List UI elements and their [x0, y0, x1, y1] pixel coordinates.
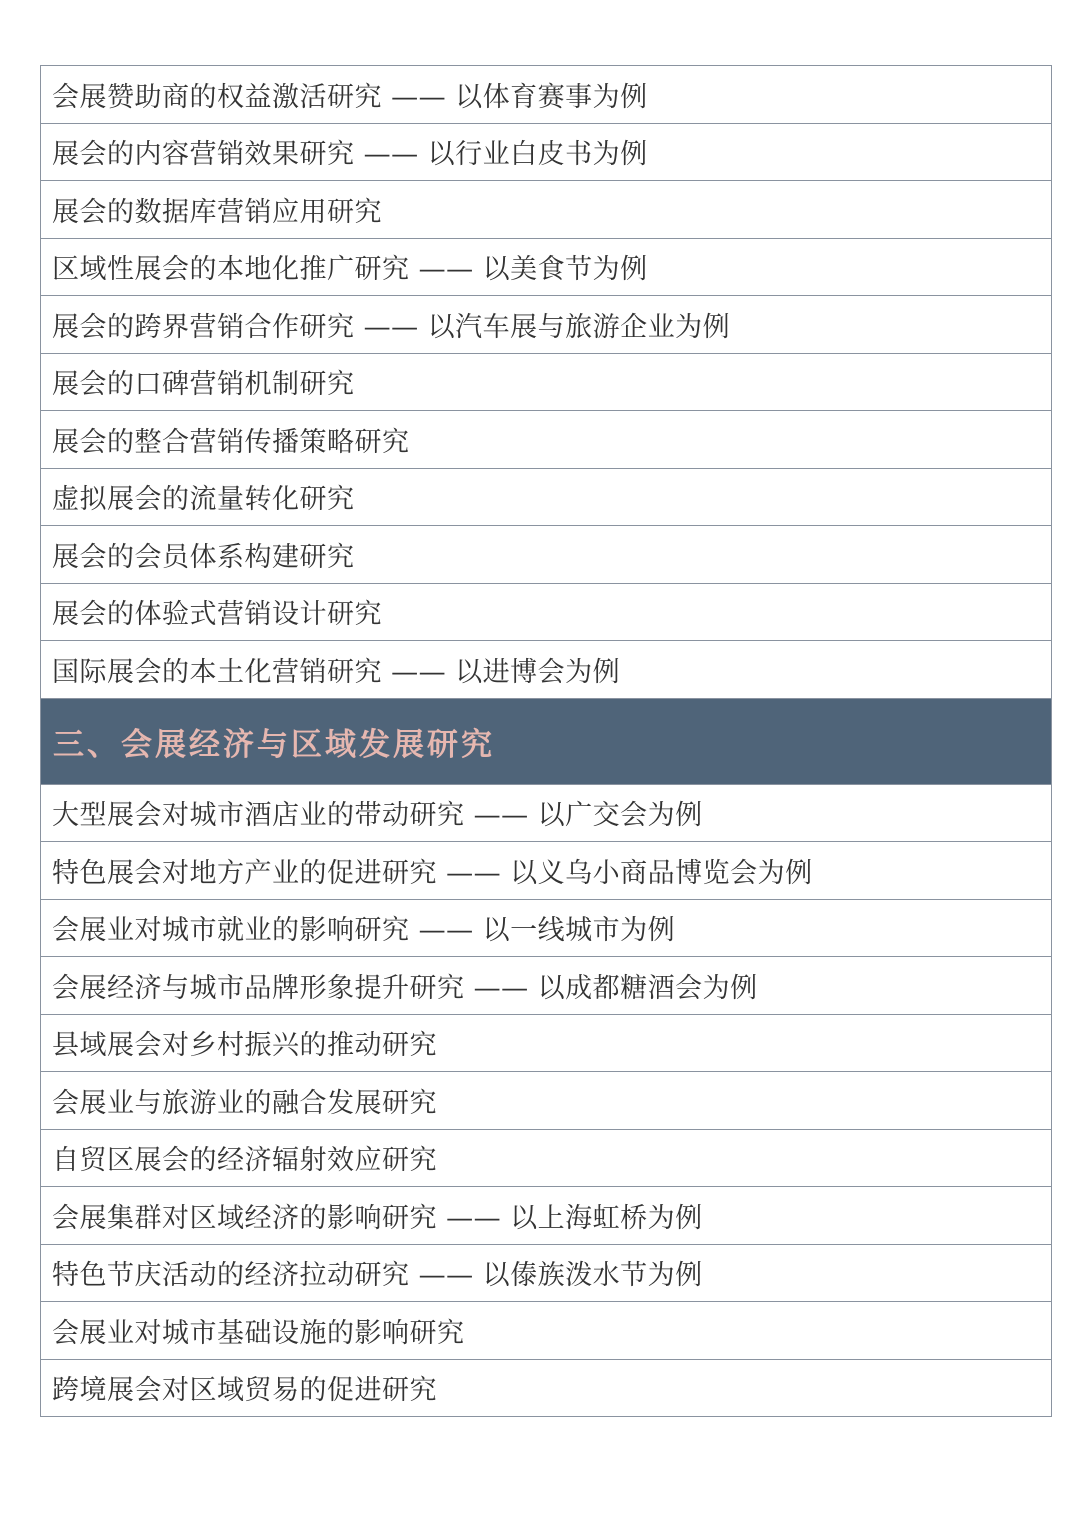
topic-row: 会展集群对区域经济的影响研究 —— 以上海虹桥为例 — [41, 1187, 1051, 1245]
topic-row: 展会的会员体系构建研究 — [41, 526, 1051, 584]
topic-row: 会展业对城市基础设施的影响研究 — [41, 1302, 1051, 1360]
topic-row: 展会的整合营销传播策略研究 — [41, 411, 1051, 469]
topic-row: 展会的内容营销效果研究 —— 以行业白皮书为例 — [41, 124, 1051, 182]
topic-row: 展会的口碑营销机制研究 — [41, 354, 1051, 412]
topic-row: 会展赞助商的权益激活研究 —— 以体育赛事为例 — [41, 66, 1051, 124]
topic-row: 会展经济与城市品牌形象提升研究 —— 以成都糖酒会为例 — [41, 957, 1051, 1015]
topic-row: 县域展会对乡村振兴的推动研究 — [41, 1015, 1051, 1073]
topic-row: 展会的数据库营销应用研究 — [41, 181, 1051, 239]
topic-row: 自贸区展会的经济辐射效应研究 — [41, 1130, 1051, 1188]
economy-topics-group — [41, 785, 1051, 1418]
topic-row: 展会的跨界营销合作研究 —— 以汽车展与旅游企业为例 — [41, 296, 1051, 354]
topic-table — [40, 65, 1052, 1417]
topic-row: 大型展会对城市酒店业的带动研究 —— 以广交会为例 — [41, 785, 1051, 843]
topic-row: 会展业对城市就业的影响研究 —— 以一线城市为例 — [41, 900, 1051, 958]
topic-row: 国际展会的本土化营销研究 —— 以进博会为例 — [41, 641, 1051, 699]
topic-row: 特色展会对地方产业的促进研究 —— 以义乌小商品博览会为例 — [41, 842, 1051, 900]
topic-row: 会展业与旅游业的融合发展研究 — [41, 1072, 1051, 1130]
section-header-economy: 三、会展经济与区域发展研究 — [41, 699, 1051, 785]
marketing-topics-group — [41, 66, 1051, 699]
topic-row: 区域性展会的本地化推广研究 —— 以美食节为例 — [41, 239, 1051, 297]
topic-row: 跨境展会对区域贸易的促进研究 — [41, 1360, 1051, 1418]
topic-row: 展会的体验式营销设计研究 — [41, 584, 1051, 642]
topic-row: 虚拟展会的流量转化研究 — [41, 469, 1051, 527]
topic-row: 特色节庆活动的经济拉动研究 —— 以傣族泼水节为例 — [41, 1245, 1051, 1303]
